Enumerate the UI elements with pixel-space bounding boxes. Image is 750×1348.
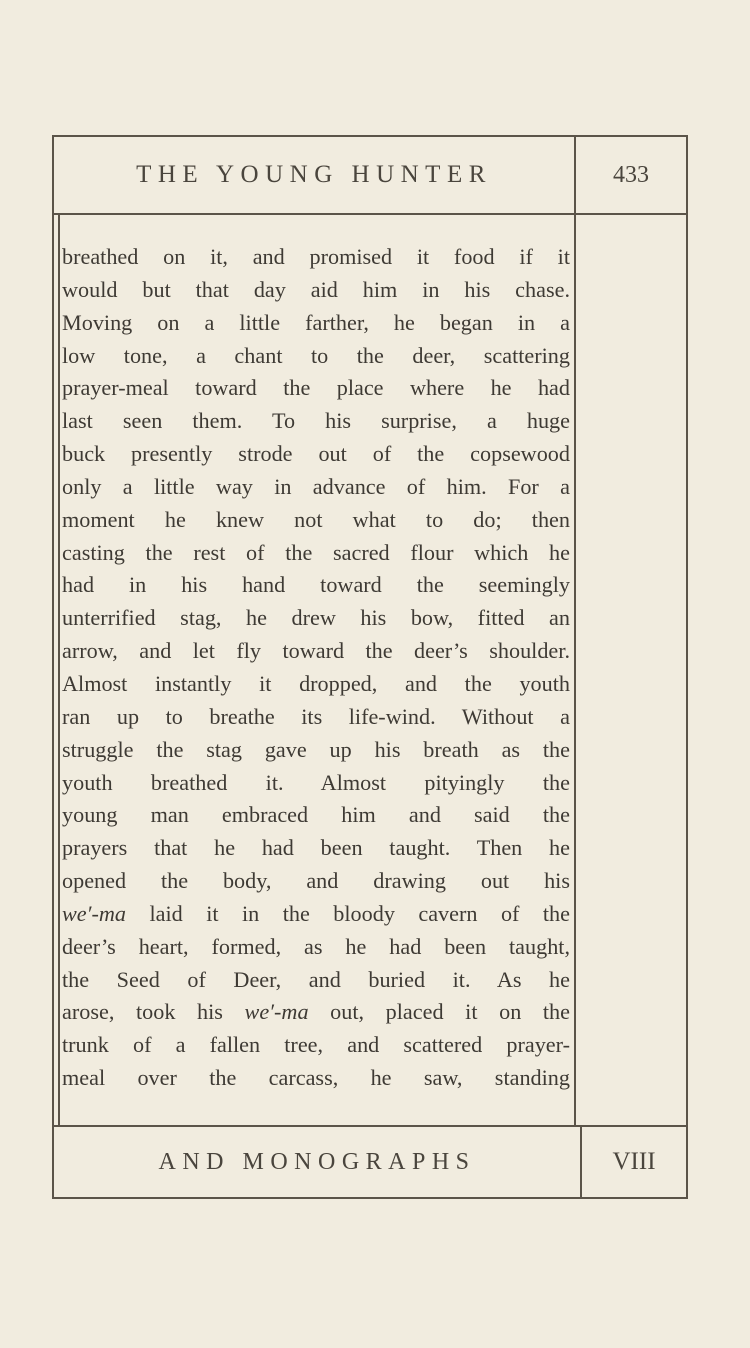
text-line-segment: would but that day aid him in his chase. <box>62 276 570 302</box>
text-line-segment: moment he knew not what to do; then <box>62 506 570 532</box>
text-line <box>62 372 570 405</box>
text-line <box>62 931 570 964</box>
text-line <box>62 537 570 570</box>
text-line-segment: the Seed of Deer, and buried it. As he <box>62 966 570 992</box>
text-line-segment: casting the rest of the sacred flour which he <box>62 539 570 565</box>
body-text <box>62 241 570 1095</box>
text-line <box>62 1029 570 1062</box>
body-left-rule <box>58 213 60 1125</box>
text-line-segment: buck presently strode out of the copsewood <box>62 441 570 467</box>
text-line-segment: struggle the stag gave up his breath as the <box>62 736 570 762</box>
text-line-segment: ran up to breathe its life-wind. Without a <box>62 703 570 729</box>
text-line-segment: youth breathed it. Almost pityingly the <box>62 769 570 795</box>
text-line <box>62 471 570 504</box>
text-line-segment: last seen them. To his surprise, a huge <box>62 408 570 434</box>
text-line-segment: Almost instantly it dropped, and the youth <box>62 670 570 696</box>
text-line-segment: breathed on it, and promised it food if it <box>62 244 570 269</box>
footer-volume-number: VIII <box>612 1148 656 1175</box>
text-line-segment: prayer-meal toward the place where he had <box>62 375 570 401</box>
text-line <box>62 865 570 898</box>
text-line-segment: unterrified stag, he drew his bow, fitted an <box>62 605 570 631</box>
text-line-segment: low tone, a chant to the deer, scattering <box>62 342 570 368</box>
text-line <box>62 635 570 668</box>
text-line-segment: Moving on a little farther, he began in a <box>62 309 570 335</box>
text-line <box>62 241 570 274</box>
text-line-segment: out, placed it on the <box>308 999 571 1025</box>
text-line <box>62 964 570 997</box>
text-line-segment: meal over the carcass, he saw, standing <box>62 1065 570 1091</box>
italic-term: we′-ma <box>244 999 309 1025</box>
text-line-segment: trunk of a fallen tree, and scattered prayer- <box>62 1032 570 1058</box>
header-divider <box>574 137 576 213</box>
text-line <box>62 996 570 1029</box>
text-line-segment: deer’s heart, formed, as he had been taught, <box>62 933 570 959</box>
text-line-segment: had in his hand toward the seemingly <box>62 572 570 598</box>
text-line-segment: laid it in the bloody cavern of the <box>126 900 570 926</box>
text-line <box>62 274 570 307</box>
text-line <box>62 668 570 701</box>
text-line <box>62 799 570 832</box>
text-line-segment: young man embraced him and said the <box>62 802 570 828</box>
text-line <box>62 405 570 438</box>
text-line-segment: only a little way in advance of him. For a <box>62 473 570 499</box>
page-number: 433 <box>613 161 649 188</box>
text-line <box>62 438 570 471</box>
text-line <box>62 569 570 602</box>
text-line <box>62 701 570 734</box>
header-rule <box>54 213 686 215</box>
text-line-segment: arrow, and let fly toward the deer’s shoulder. <box>62 638 570 664</box>
text-line <box>62 898 570 931</box>
text-line <box>62 1062 570 1095</box>
text-line <box>62 340 570 373</box>
text-line <box>62 734 570 767</box>
italic-term: we′-ma <box>62 900 127 926</box>
text-line <box>62 767 570 800</box>
text-line <box>62 307 570 340</box>
text-line <box>62 504 570 537</box>
page-frame <box>52 135 688 1199</box>
body-margin-rule <box>574 213 576 1125</box>
text-line <box>62 602 570 635</box>
running-head-title: THE YOUNG HUNTER <box>136 161 492 188</box>
text-line-segment: prayers that he had been taught. Then he <box>62 835 570 861</box>
text-line-segment: arose, took his <box>62 999 245 1025</box>
text-line <box>62 832 570 865</box>
text-line-segment: opened the body, and drawing out his <box>62 868 570 894</box>
footer-series-title: AND MONOGRAPHS <box>158 1148 476 1175</box>
